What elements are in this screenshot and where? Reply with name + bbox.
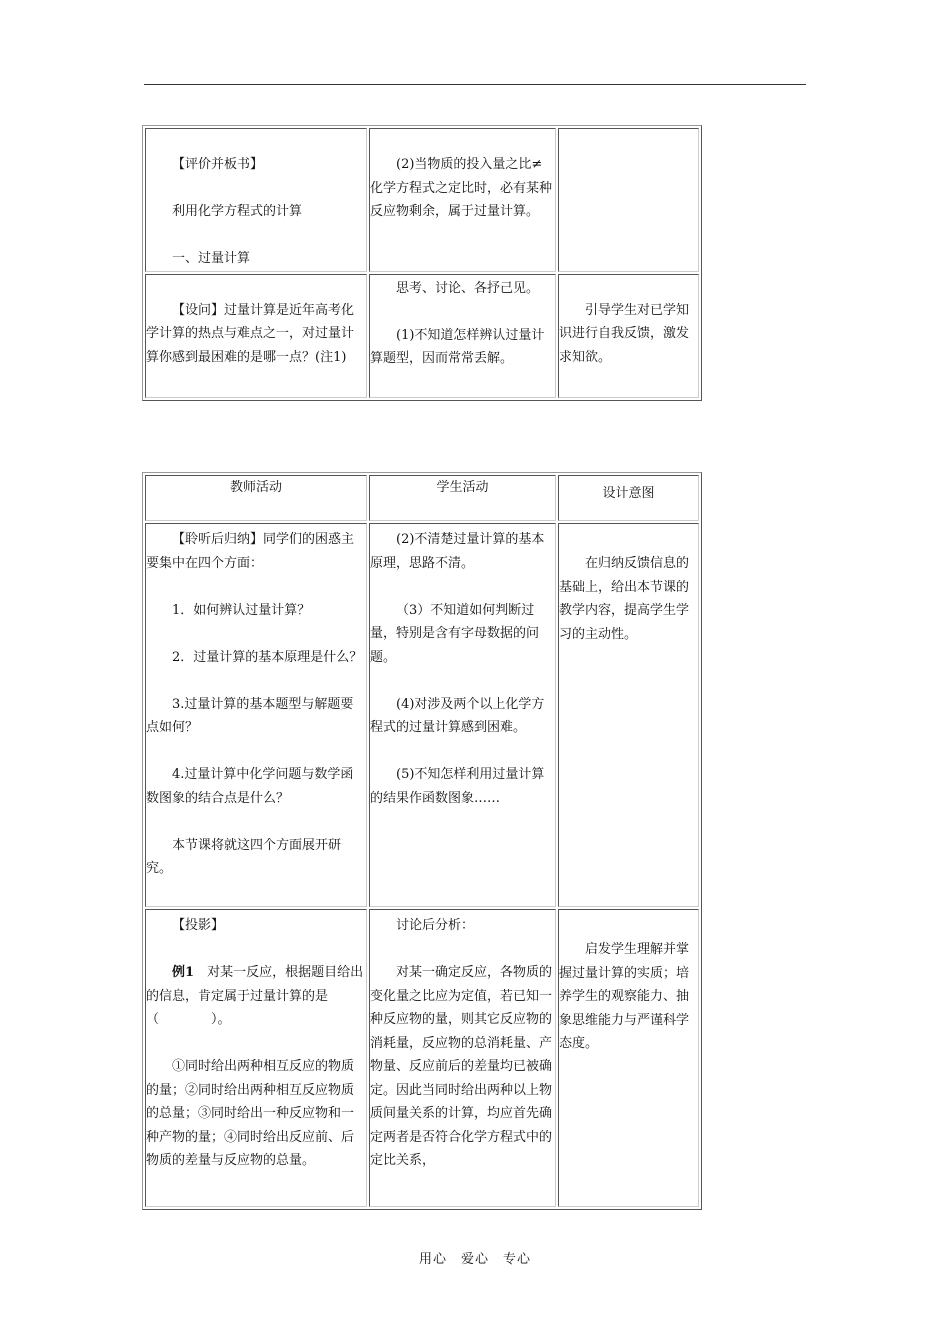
table-row — [145, 128, 699, 272]
paragraph: (2)不清楚过量计算的基本原理，思路不清。 — [370, 532, 545, 571]
example-label: 例1 — [172, 965, 195, 980]
header-rule — [144, 84, 806, 85]
paragraph: 2．过量计算的基本原理是什么？ — [172, 649, 363, 665]
example-text: 对某一反应，根据题目给出的信息，肯定属于过量计算的是（ ）。 — [146, 965, 364, 1027]
table-row — [145, 523, 699, 907]
paragraph: 引导学生对已学知识进行自我反馈，激发求知欲。 — [559, 302, 690, 365]
paragraph: ①同时给出两种相互反应的物质的量；②同时给出两种相互反应物质的总量；③同时给出一种反应物和一种产物的量；④同时给出反应前、后物质的差量与反应物的总量。 — [146, 1059, 355, 1168]
paragraph: 本节课将就这四个方面展开研究。 — [146, 837, 342, 876]
column-header: 教师活动 — [145, 475, 367, 521]
design-cell — [558, 523, 699, 907]
paragraph: 一、过量计算 — [172, 251, 251, 266]
teacher-cell — [145, 128, 367, 272]
lesson-table-1 — [142, 125, 702, 401]
paragraph: (5)不知怎样利用过量计算的结果作函数图象…… — [370, 767, 545, 806]
paragraph: 利用化学方程式的计算 — [172, 204, 303, 219]
paragraph: （3）不知道如何判断过量，特别是含有字母数据的问题。 — [370, 602, 540, 665]
lesson-table-2 — [142, 472, 702, 1210]
teacher-cell — [145, 274, 367, 398]
teacher-cell — [145, 909, 367, 1207]
paragraph: (2)当物质的投入量之比≠化学方程式之定比时，必有某种反应物剩余，属于过量计算。 — [370, 157, 553, 219]
paragraph: (1)不知道怎样辨认过量计算题型，因而常常丢解。 — [370, 327, 545, 366]
paragraph: 讨论后分析： — [396, 918, 475, 933]
paragraph: 4.过量计算中化学问题与数学函数图象的结合点是什么？ — [146, 767, 354, 806]
example-paragraph — [146, 961, 366, 1032]
paragraph: 【设问】过量计算是近年高考化学计算的热点与难点之一，对过量计算你感到最困难的是哪一点？(注1) — [146, 302, 355, 365]
paragraph: 思考、讨论、各抒己见。 — [396, 280, 540, 296]
paragraph: 【聆听后归纳】同学们的困惑主要集中在四个方面： — [146, 532, 355, 571]
table-header-row — [145, 475, 699, 521]
design-cell — [558, 274, 699, 398]
student-cell — [369, 128, 556, 272]
teacher-cell — [145, 523, 367, 907]
design-cell — [558, 909, 699, 1207]
paragraph: 【评价并板书】 — [172, 157, 264, 172]
student-cell — [369, 274, 556, 398]
student-cell — [369, 523, 556, 907]
paragraph: 1．如何辨认过量计算？ — [172, 602, 311, 618]
page-footer: 用心 爱心 专心 — [418, 1252, 531, 1267]
column-header: 设计意图 — [558, 475, 699, 521]
table-row — [145, 909, 699, 1207]
table-row — [145, 274, 699, 398]
student-cell — [369, 909, 556, 1207]
paragraph: 对某一确定反应，各物质的变化量之比应为定值，若已知一种反应物的量，则其它反应物的消耗量，反应物的总消耗量、产物量、反应前后的差量均已被确定。因此当同时给出两种以上物质间量关系的计算，均应首先确定两者是否符合化学方程式中的定比关系， — [370, 965, 553, 1168]
paragraph: 【投影】 — [172, 918, 225, 933]
paragraph: 3.过量计算的基本题型与解题要点如何？ — [146, 696, 354, 735]
design-cell — [558, 128, 699, 272]
paragraph: (4)对涉及两个以上化学方程式的过量计算感到困难。 — [370, 696, 545, 735]
paragraph: 在归纳反馈信息的基础上，给出本节课的教学内容，提高学生学习的主动性。 — [559, 556, 690, 642]
column-header: 学生活动 — [369, 475, 556, 521]
paragraph: 启发学生理解并掌握过量计算的实质；培养学生的观察能力、抽象思维能力与严谨科学态度。 — [559, 942, 690, 1051]
